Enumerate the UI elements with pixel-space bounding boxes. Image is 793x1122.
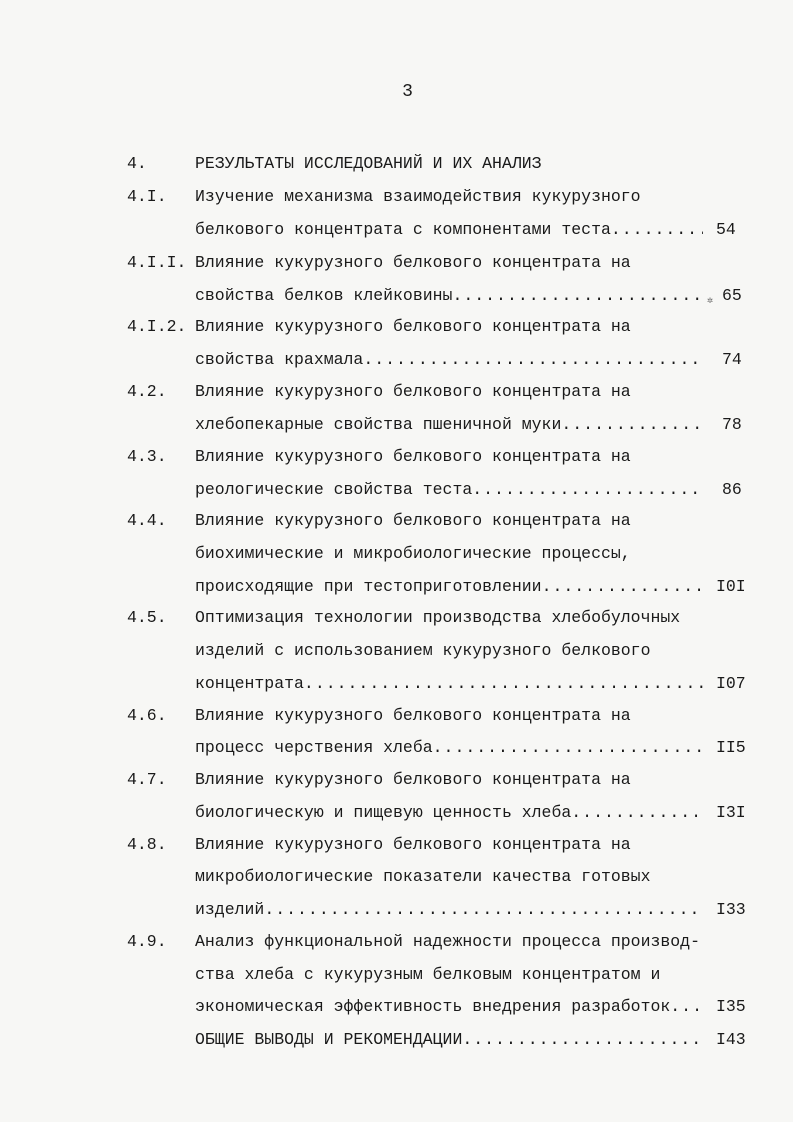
leader-dots (561, 414, 703, 436)
leader-dots (611, 219, 703, 241)
toc-line: свойства крахмала (195, 350, 364, 369)
toc-line: Влияние кукурузного белкового концентрата на (195, 511, 631, 530)
toc-page: I33 (716, 900, 746, 919)
toc-heading: ОБЩИЕ ВЫВОДЫ И РЕКОМЕНДАЦИИ (195, 1030, 463, 1049)
toc-page: I3I (716, 803, 746, 822)
toc-page: 78 (722, 415, 742, 434)
toc-heading: РЕЗУЛЬТАТЫ ИССЛЕДОВАНИЙ И ИХ АНАЛИЗ (195, 154, 542, 173)
toc-line: Влияние кукурузного белкового концентрата на (195, 317, 631, 336)
leader-dots (571, 802, 703, 824)
toc-line: Влияние кукурузного белкового концентрата на (195, 447, 631, 466)
toc-page: I35 (716, 997, 746, 1016)
toc-line: Влияние кукурузного белкового концентрата на (195, 835, 631, 854)
toc-line: изделий с использованием кукурузного белкового (195, 641, 651, 660)
toc-line: Влияние кукурузного белкового концентрата на (195, 706, 631, 725)
leader-dots (542, 576, 703, 598)
toc-number: 4. (127, 154, 147, 173)
leader-dots (304, 673, 703, 695)
toc-number: 4.I.I. (127, 253, 187, 272)
leader-dots (670, 996, 703, 1018)
leader-dots (264, 899, 703, 921)
toc-line: микробиологические показатели качества готовых (195, 867, 651, 886)
toc-line-dotted (195, 219, 703, 241)
toc-number: 4.5. (127, 608, 167, 627)
toc-line-dotted (195, 802, 703, 824)
toc-page: I07 (716, 674, 746, 693)
toc-line: реологические свойства теста (195, 480, 473, 499)
leader-dots (433, 737, 703, 759)
toc-line-dotted (195, 737, 703, 759)
toc-line: ства хлеба с кукурузным белковым концентратом и (195, 965, 661, 984)
toc-number: 4.I. (127, 187, 167, 206)
toc-number: 4.2. (127, 382, 167, 401)
toc-line: концентрата (195, 674, 304, 693)
toc-page: I0I (716, 577, 746, 596)
leader-dots (462, 1029, 703, 1051)
toc-line: свойства белков клейковины (195, 286, 453, 305)
toc-line: биохимические и микробиологические процессы, (195, 544, 631, 563)
toc-line-dotted (195, 576, 703, 598)
ink-speck: ✲ (707, 296, 714, 307)
leader-dots (363, 349, 703, 371)
leader-dots (452, 285, 703, 307)
toc-page: 86 (722, 480, 742, 499)
toc-line: Оптимизация технологии производства хлебобулочных (195, 608, 681, 627)
toc-line: Влияние кукурузного белкового концентрата на (195, 382, 631, 401)
toc-number: 4.3. (127, 447, 167, 466)
toc-number: 4.6. (127, 706, 167, 725)
page-number: 3 (402, 82, 413, 102)
toc-number: 4.4. (127, 511, 167, 530)
toc-line: биологическую и пищевую ценность хлеба (195, 803, 572, 822)
toc-line-dotted (195, 479, 703, 501)
toc-line: Влияние кукурузного белкового концентрата на (195, 770, 631, 789)
toc-page: 54 (716, 220, 736, 239)
toc-line-dotted (195, 414, 703, 436)
toc-number: 4.7. (127, 770, 167, 789)
toc-number: 4.8. (127, 835, 167, 854)
toc-number: 4.I.2. (127, 317, 187, 336)
toc-line-dotted (195, 996, 703, 1018)
toc-line-dotted (195, 1029, 703, 1051)
toc-line-dotted (195, 285, 703, 307)
toc-number: 4.9. (127, 932, 167, 951)
toc-line-dotted (195, 349, 703, 371)
toc-line: белкового концентрата с компонентами теста (195, 220, 611, 239)
toc-line-dotted (195, 673, 703, 695)
toc-line: Изучение механизма взаимодействия кукурузного (195, 187, 641, 206)
toc-line: Влияние кукурузного белкового концентрата на (195, 253, 631, 272)
toc-line: хлебопекарные свойства пшеничной муки (195, 415, 562, 434)
toc-line: процесс черствения хлеба (195, 738, 433, 757)
toc-line: происходящие при тестоприготовлении (195, 577, 542, 596)
toc-page: 65 (722, 286, 742, 305)
toc-page: I43 (716, 1030, 746, 1049)
toc-line-dotted (195, 899, 703, 921)
leader-dots (472, 479, 703, 501)
toc-page: II5 (716, 738, 746, 757)
toc-line: изделий (195, 900, 265, 919)
toc-page: 74 (722, 350, 742, 369)
toc-line: экономическая эффективность внедрения разработок (195, 997, 671, 1016)
toc-line: Анализ функциональной надежности процесса производ- (195, 932, 700, 951)
